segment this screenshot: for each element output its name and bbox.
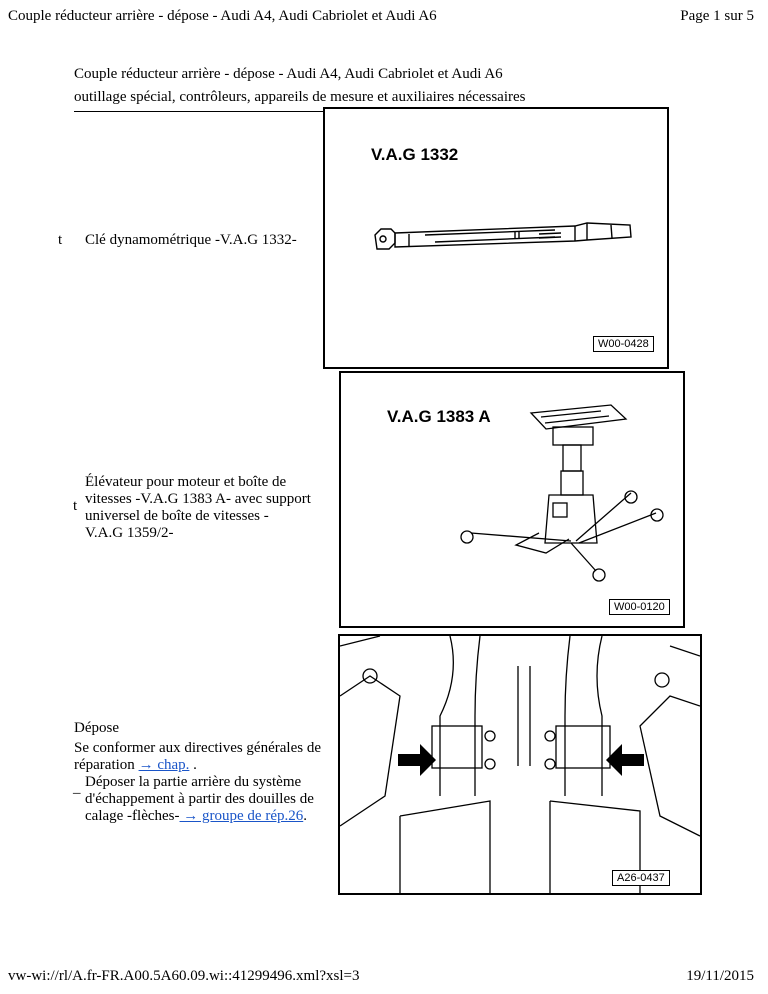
- page-number: Page 1 sur 5: [680, 8, 754, 24]
- right-arrow-icon: [606, 744, 644, 776]
- figure-3-code: A26-0437: [612, 870, 670, 886]
- exhaust-drawing: [340, 636, 700, 893]
- torque-wrench-drawing: [325, 109, 667, 367]
- exhaust-system-figure: [338, 634, 702, 895]
- removal-step-line-1: Déposer la partie arrière du système: [85, 774, 302, 790]
- tool-1-text: Clé dynamométrique -V.A.G 1332-: [85, 232, 297, 248]
- left-arrow-icon: [398, 744, 436, 776]
- figure-1-code: W00-0428: [593, 336, 654, 352]
- tool-1-bullet: t: [58, 232, 63, 248]
- footer-url: vw-wi://rl/A.fr-FR.A00.5A60.09.wi::41299496.xml?xsl=3: [8, 968, 360, 984]
- removal-step-line-3: calage -flèches- → groupe de rép.26.: [85, 808, 307, 824]
- page-header-title: Couple réducteur arrière - dépose - Audi A4, Audi Cabriolet et Audi A6: [8, 8, 437, 24]
- figure-2-code: W00-0120: [609, 599, 670, 615]
- engine-lift-figure: [339, 371, 685, 628]
- section-subtitle: outillage spécial, contrôleurs, appareils de mesure et auxiliaires nécessaires: [74, 89, 526, 105]
- removal-heading: Dépose: [74, 720, 119, 736]
- repair-group-link[interactable]: → groupe de rép.26: [179, 808, 304, 824]
- removal-intro-line-1: Se conformer aux directives générales de: [74, 740, 321, 756]
- chapter-link[interactable]: → chap.: [138, 757, 190, 773]
- figure-2-label: V.A.G 1383 A: [387, 407, 491, 426]
- removal-intro-line-2: réparation → chap. .: [74, 757, 197, 773]
- engine-lift-drawing: [341, 373, 683, 626]
- tool-2-text-line-3: universel de boîte de vitesses -: [85, 508, 269, 524]
- tool-2-bullet: t: [73, 498, 78, 514]
- removal-step-line-2: d'échappement à partir des douilles de: [85, 791, 314, 807]
- tool-2-text-line-4: V.A.G 1359/2-: [85, 525, 174, 541]
- document-title: Couple réducteur arrière - dépose - Audi A4, Audi Cabriolet et Audi A6: [74, 66, 503, 82]
- removal-step-bullet: _: [73, 780, 81, 796]
- tool-2-text-line-2: vitesses -V.A.G 1383 A- avec support: [85, 491, 311, 507]
- figure-1-label: V.A.G 1332: [371, 145, 459, 164]
- tool-2-text-line-1: Élévateur pour moteur et boîte de: [85, 474, 287, 490]
- footer-date: 19/11/2015: [686, 968, 754, 984]
- torque-wrench-figure: [323, 107, 669, 369]
